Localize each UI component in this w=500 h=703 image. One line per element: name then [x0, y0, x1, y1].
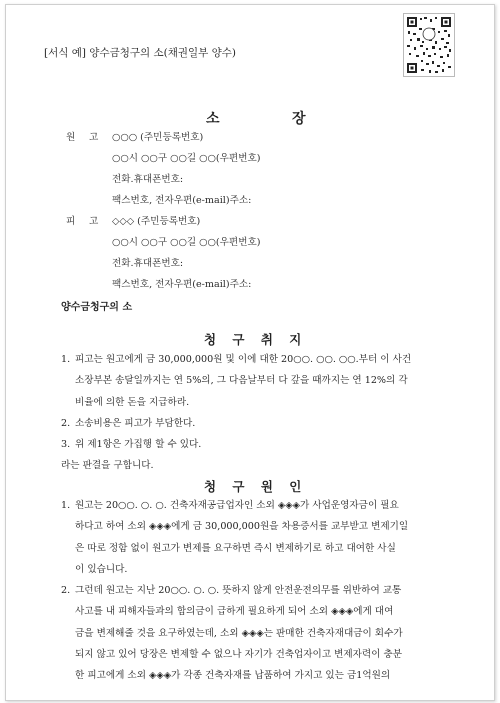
defendant-label-1: 피 [66, 216, 76, 227]
defendant-fax-email: 팩스번호, 전자우편(e-mail)주소: [112, 279, 252, 290]
defendant-label-2: 고 [89, 216, 99, 227]
claim-cause-list: 1. 원고는 20○○. ○. ○. 건축자재공급업자인 소외 ◈◈◈가 사업운영자금이 필요 하다고 하여 소외 ◈◈◈에게 금 30,000,000원을 차용증서를 교부받고 변제기일 은 따로 정함 없이 원고가 변제를 요구하면 즉시 변제하기로 하고 대여한 사실 이 있습니다. 2. 그런데 원고는 지난 20○○. ○. ○. 뜻하지 않게 안전운전의무를 위반하여 교통 사고를 내 피해자들과의 합의금이 급하게 필요하게 되어 소외 ◈◈◈에게 대여 금을 변제해줄 것을 요구하였는데, 소외 ◈◈◈는 판매한 건축자재대금이 회수가 되지 않고 있어 당장은 변제할 수 없으나 자기가 건축업자이고 변제자력이 충분 한 피고에게 소외 ◈◈◈가 각종 건축자재를 납품하여 가지고 있는 금1억원의 [61, 495, 408, 687]
defendant-address: ○○시 ○○구 ○○길 ○○(우편번호) [112, 237, 261, 248]
claim-purpose-closing: 라는 판결을 구합니다. [61, 460, 154, 472]
claim-purpose-item-3: 3. 위 제1항은 가집행 할 수 있다. [61, 439, 202, 451]
defendant-phone: 전화.휴대폰번호: [112, 258, 184, 269]
claim-cause-item-1: 1. 원고는 20○○. ○. ○. 건축자재공급업자인 소외 ◈◈◈가 사업운영자금이 필요 [61, 500, 399, 511]
qr-code-icon [404, 14, 454, 76]
qr-code-stamp [403, 13, 455, 77]
plaintiff-fax-email: 팩스번호, 전자우편(e-mail)주소: [112, 195, 252, 206]
claim-cause-heading: 청 구 원 인 [204, 479, 308, 494]
claim-purpose-item-1: 1. 피고는 원고에게 금 30,000,000원 및 이에 대한 20○○. ○○. ○○.부터 이 사건 [61, 354, 412, 365]
plaintiff-label-2: 고 [89, 132, 99, 143]
title-char-right: 장 [292, 111, 306, 127]
defendant-name: ◇◇◇ (주민등록번호) [112, 216, 201, 227]
plaintiff-name: ○○○ (주민등록번호) [112, 132, 204, 143]
plaintiff-address: ○○시 ○○구 ○○길 ○○(우편번호) [112, 153, 261, 164]
case-name: 양수금청구의 소 [61, 302, 133, 313]
claim-cause-item-2: 2. 그런데 원고는 지난 20○○. ○. ○. 뜻하지 않게 안전운전의무를 위반하여 교통 [61, 585, 402, 597]
title-char-left: 소 [206, 111, 220, 127]
claim-purpose-heading: 청 구 취 지 [204, 332, 308, 347]
form-label: [서식 예] 양수금청구의 소(채권일부 양수) [44, 47, 237, 59]
plaintiff-phone: 전화.휴대폰번호: [112, 174, 184, 185]
claim-purpose-list: 1. 피고는 원고에게 금 30,000,000원 및 이에 대한 20○○. ○○. ○○.부터 이 사건 소장부본 송달일까지는 연 5%의, 그 다음날부터 다 갚을 때까지는 연 12%의 각 비율에 의한 돈을 지급하라. 2. 소송비용은 피고가 부담한다. 3. 위 제1항은 가집행 할 수 있다. 라는 판결을 구합니다. [61, 349, 411, 477]
document-page [5, 4, 495, 701]
claim-purpose-item-2: 2. 소송비용은 피고가 부담한다. [61, 417, 196, 429]
plaintiff-label-1: 원 [66, 132, 76, 143]
